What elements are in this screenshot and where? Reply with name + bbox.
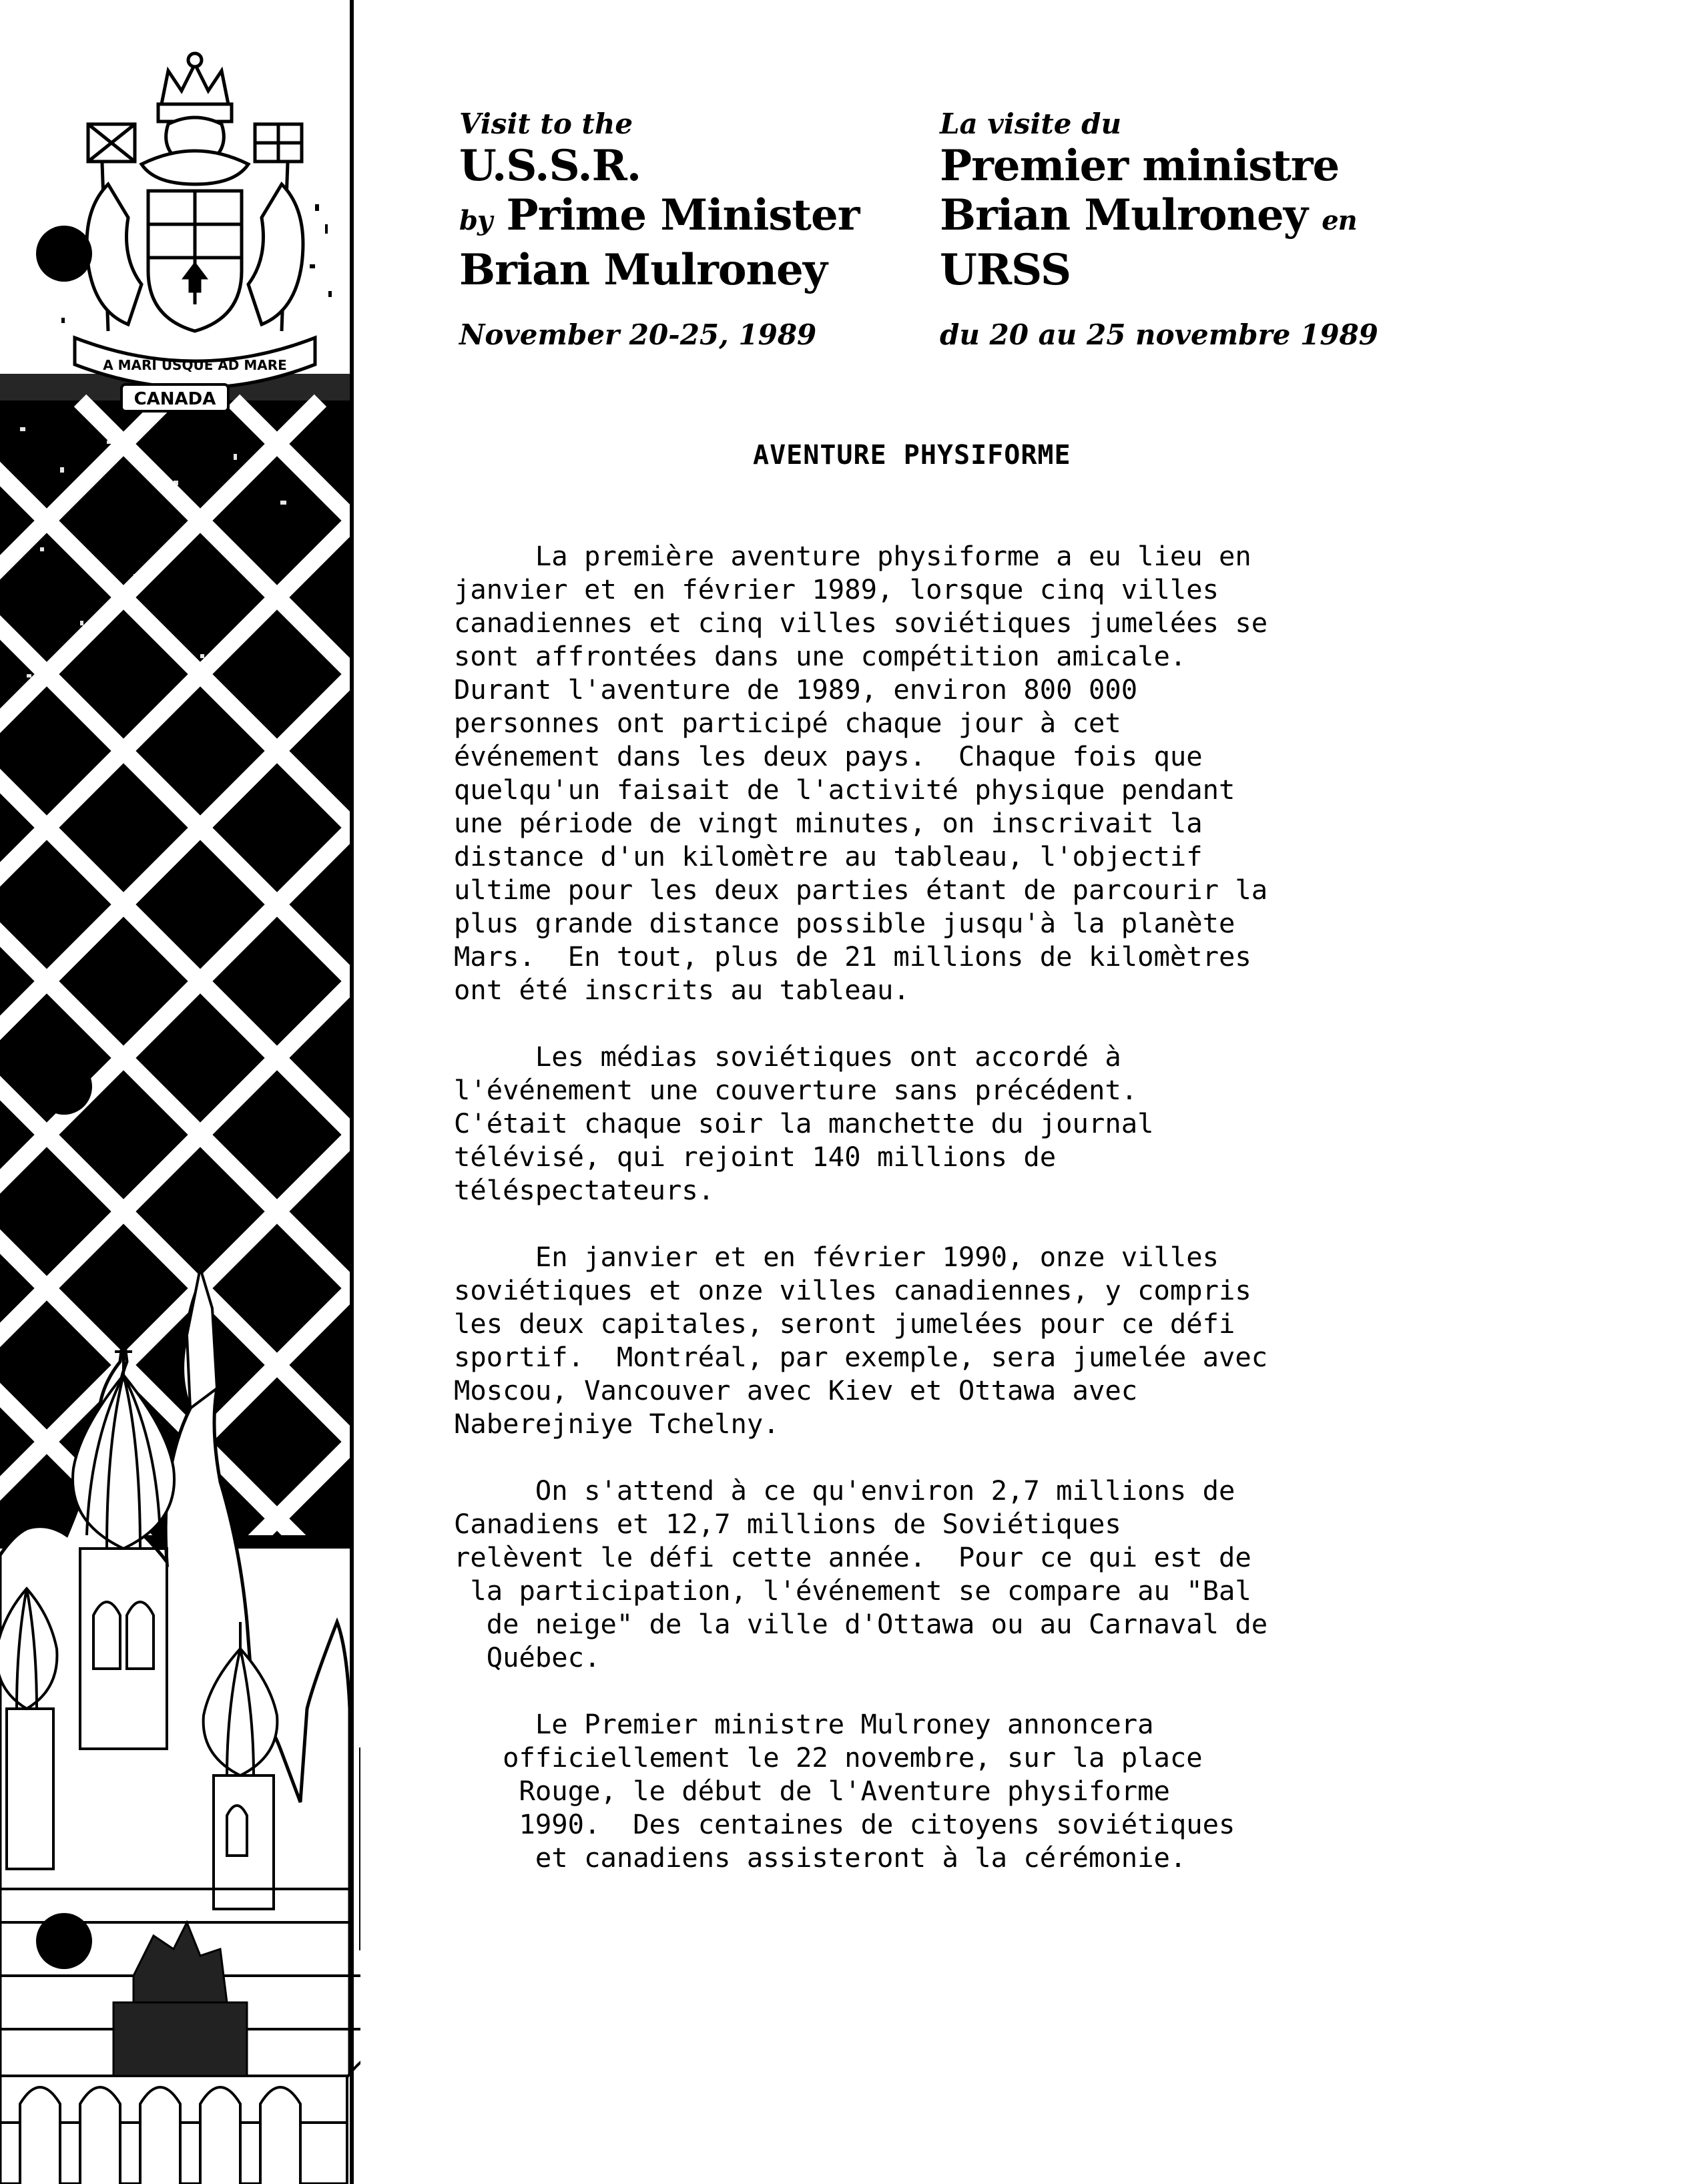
paragraph-line: Le Premier ministre Mulroney annoncera <box>454 1708 1154 1740</box>
paragraph-line: 1990. Des centaines de citoyens soviétiques <box>454 1808 1235 1840</box>
header-fr-name-line <box>940 191 1378 246</box>
header-en-country: U.S.S.R. <box>459 141 641 191</box>
header-en-by: by <box>459 205 493 236</box>
canada-coat-of-arms-emblem <box>48 51 342 425</box>
vertical-rule <box>350 0 354 2184</box>
header-en-role: Prime Minister <box>506 190 860 240</box>
paragraph-line: officiellement le 22 novembre, sur la place <box>454 1741 1203 1773</box>
paragraph-line: Canadiens et 12,7 millions de Soviétiques <box>454 1508 1121 1540</box>
paragraph-line: canadiennes et cinq villes soviétiques jumelées se <box>454 607 1268 639</box>
header-en-name: Brian Mulroney <box>459 245 827 295</box>
motto-ribbon-text: A MARI USQUE AD MARE <box>103 357 287 373</box>
paragraph-line: janvier et en février 1989, lorsque cinq villes <box>454 573 1219 605</box>
paragraph <box>454 1474 1268 1674</box>
paragraph <box>454 1707 1268 1874</box>
paragraph-line: télévisé, qui rejoint 140 millions de <box>454 1141 1057 1173</box>
paragraph-line: En janvier et en février 1990, onze villes <box>454 1241 1219 1273</box>
paragraph-line: une période de vingt minutes, on inscrivait la <box>454 807 1203 839</box>
paragraph-line: C'était chaque soir la manchette du journal <box>454 1107 1154 1139</box>
paragraph-line: Québec. <box>454 1641 601 1673</box>
paragraph <box>454 539 1268 1007</box>
paragraph-line: On s'attend à ce qu'environ 2,7 millions de <box>454 1474 1235 1507</box>
document-title: AVENTURE PHYSIFORME <box>753 440 1071 471</box>
paragraph-line: distance d'un kilomètre au tableau, l'objectif <box>454 840 1203 872</box>
paragraph-line: Durant l'aventure de 1989, environ 800 000 <box>454 673 1138 706</box>
header-fr-en: en <box>1322 205 1357 236</box>
punch-hole-middle <box>36 1059 92 1115</box>
header-en-date: November 20-25, 1989 <box>459 318 817 351</box>
header-en-visit-line: Visit to the <box>459 107 633 140</box>
paragraph-line: sont affrontées dans une compétition amicale. <box>454 640 1187 672</box>
paragraph-line: l'événement une couverture sans précédent. <box>454 1074 1138 1106</box>
paragraph-line: personnes ont participé chaque jour à cet <box>454 707 1121 739</box>
header-english <box>459 107 859 352</box>
header-fr-date: du 20 au 25 novembre 1989 <box>940 318 1378 351</box>
paragraph-line: Rouge, le début de l'Aventure physiforme <box>454 1775 1170 1807</box>
paragraph-line: ont été inscrits au tableau. <box>454 974 910 1006</box>
left-decorative-band <box>0 0 360 2184</box>
paragraph-line: de neige" de la ville d'Ottawa ou au Carnaval de <box>454 1608 1268 1640</box>
paragraph-line: La première aventure physiforme a eu lieu en <box>454 540 1251 572</box>
paragraph-line: les deux capitales, seront jumelées pour ce défi <box>454 1308 1235 1340</box>
paragraph-line: la participation, l'événement se compare au "Bal <box>454 1575 1251 1607</box>
paragraph-line: plus grande distance possible jusqu'à la planète <box>454 907 1235 939</box>
punch-hole-bottom <box>36 1913 92 1969</box>
shield-icon <box>148 191 242 331</box>
paragraph <box>454 1240 1268 1440</box>
paragraph-line: ultime pour les deux parties étant de parcourir la <box>454 874 1268 906</box>
header-fr-visit-line: La visite du <box>940 107 1121 140</box>
paragraph-line: Naberejniye Tchelny. <box>454 1408 780 1440</box>
header-en-title-line <box>459 191 859 246</box>
paragraph-line: téléspectateurs. <box>454 1174 715 1206</box>
header-fr-name: Brian Mulroney <box>940 190 1308 240</box>
paragraph-line: Les médias soviétiques ont accordé à <box>454 1041 1121 1073</box>
paragraph-line: Moscou, Vancouver avec Kiev et Ottawa avec <box>454 1374 1138 1406</box>
paragraph-line: et canadiens assisteront à la cérémonie. <box>454 1842 1187 1874</box>
paragraph-line: Mars. En tout, plus de 21 millions de kilomètres <box>454 940 1251 973</box>
punch-hole-top <box>36 226 92 282</box>
paragraph-line: relèvent le défi cette année. Pour ce qui est de <box>454 1541 1251 1573</box>
paragraph-line: quelqu'un faisait de l'activité physique pendant <box>454 774 1235 806</box>
crown-icon <box>158 53 232 121</box>
canada-label: CANADA <box>133 389 216 409</box>
paragraph-line: soviétiques et onze villes canadiennes, y compris <box>454 1274 1251 1306</box>
paragraph-line: événement dans les deux pays. Chaque fois que <box>454 740 1203 772</box>
document-body <box>454 539 1268 1908</box>
header-french <box>940 107 1378 352</box>
header-fr-country: URSS <box>940 245 1071 295</box>
paragraph-line: sportif. Montréal, par exemple, sera jumelée avec <box>454 1341 1268 1373</box>
header-fr-role: Premier ministre <box>940 141 1340 191</box>
paragraph <box>454 1040 1268 1207</box>
